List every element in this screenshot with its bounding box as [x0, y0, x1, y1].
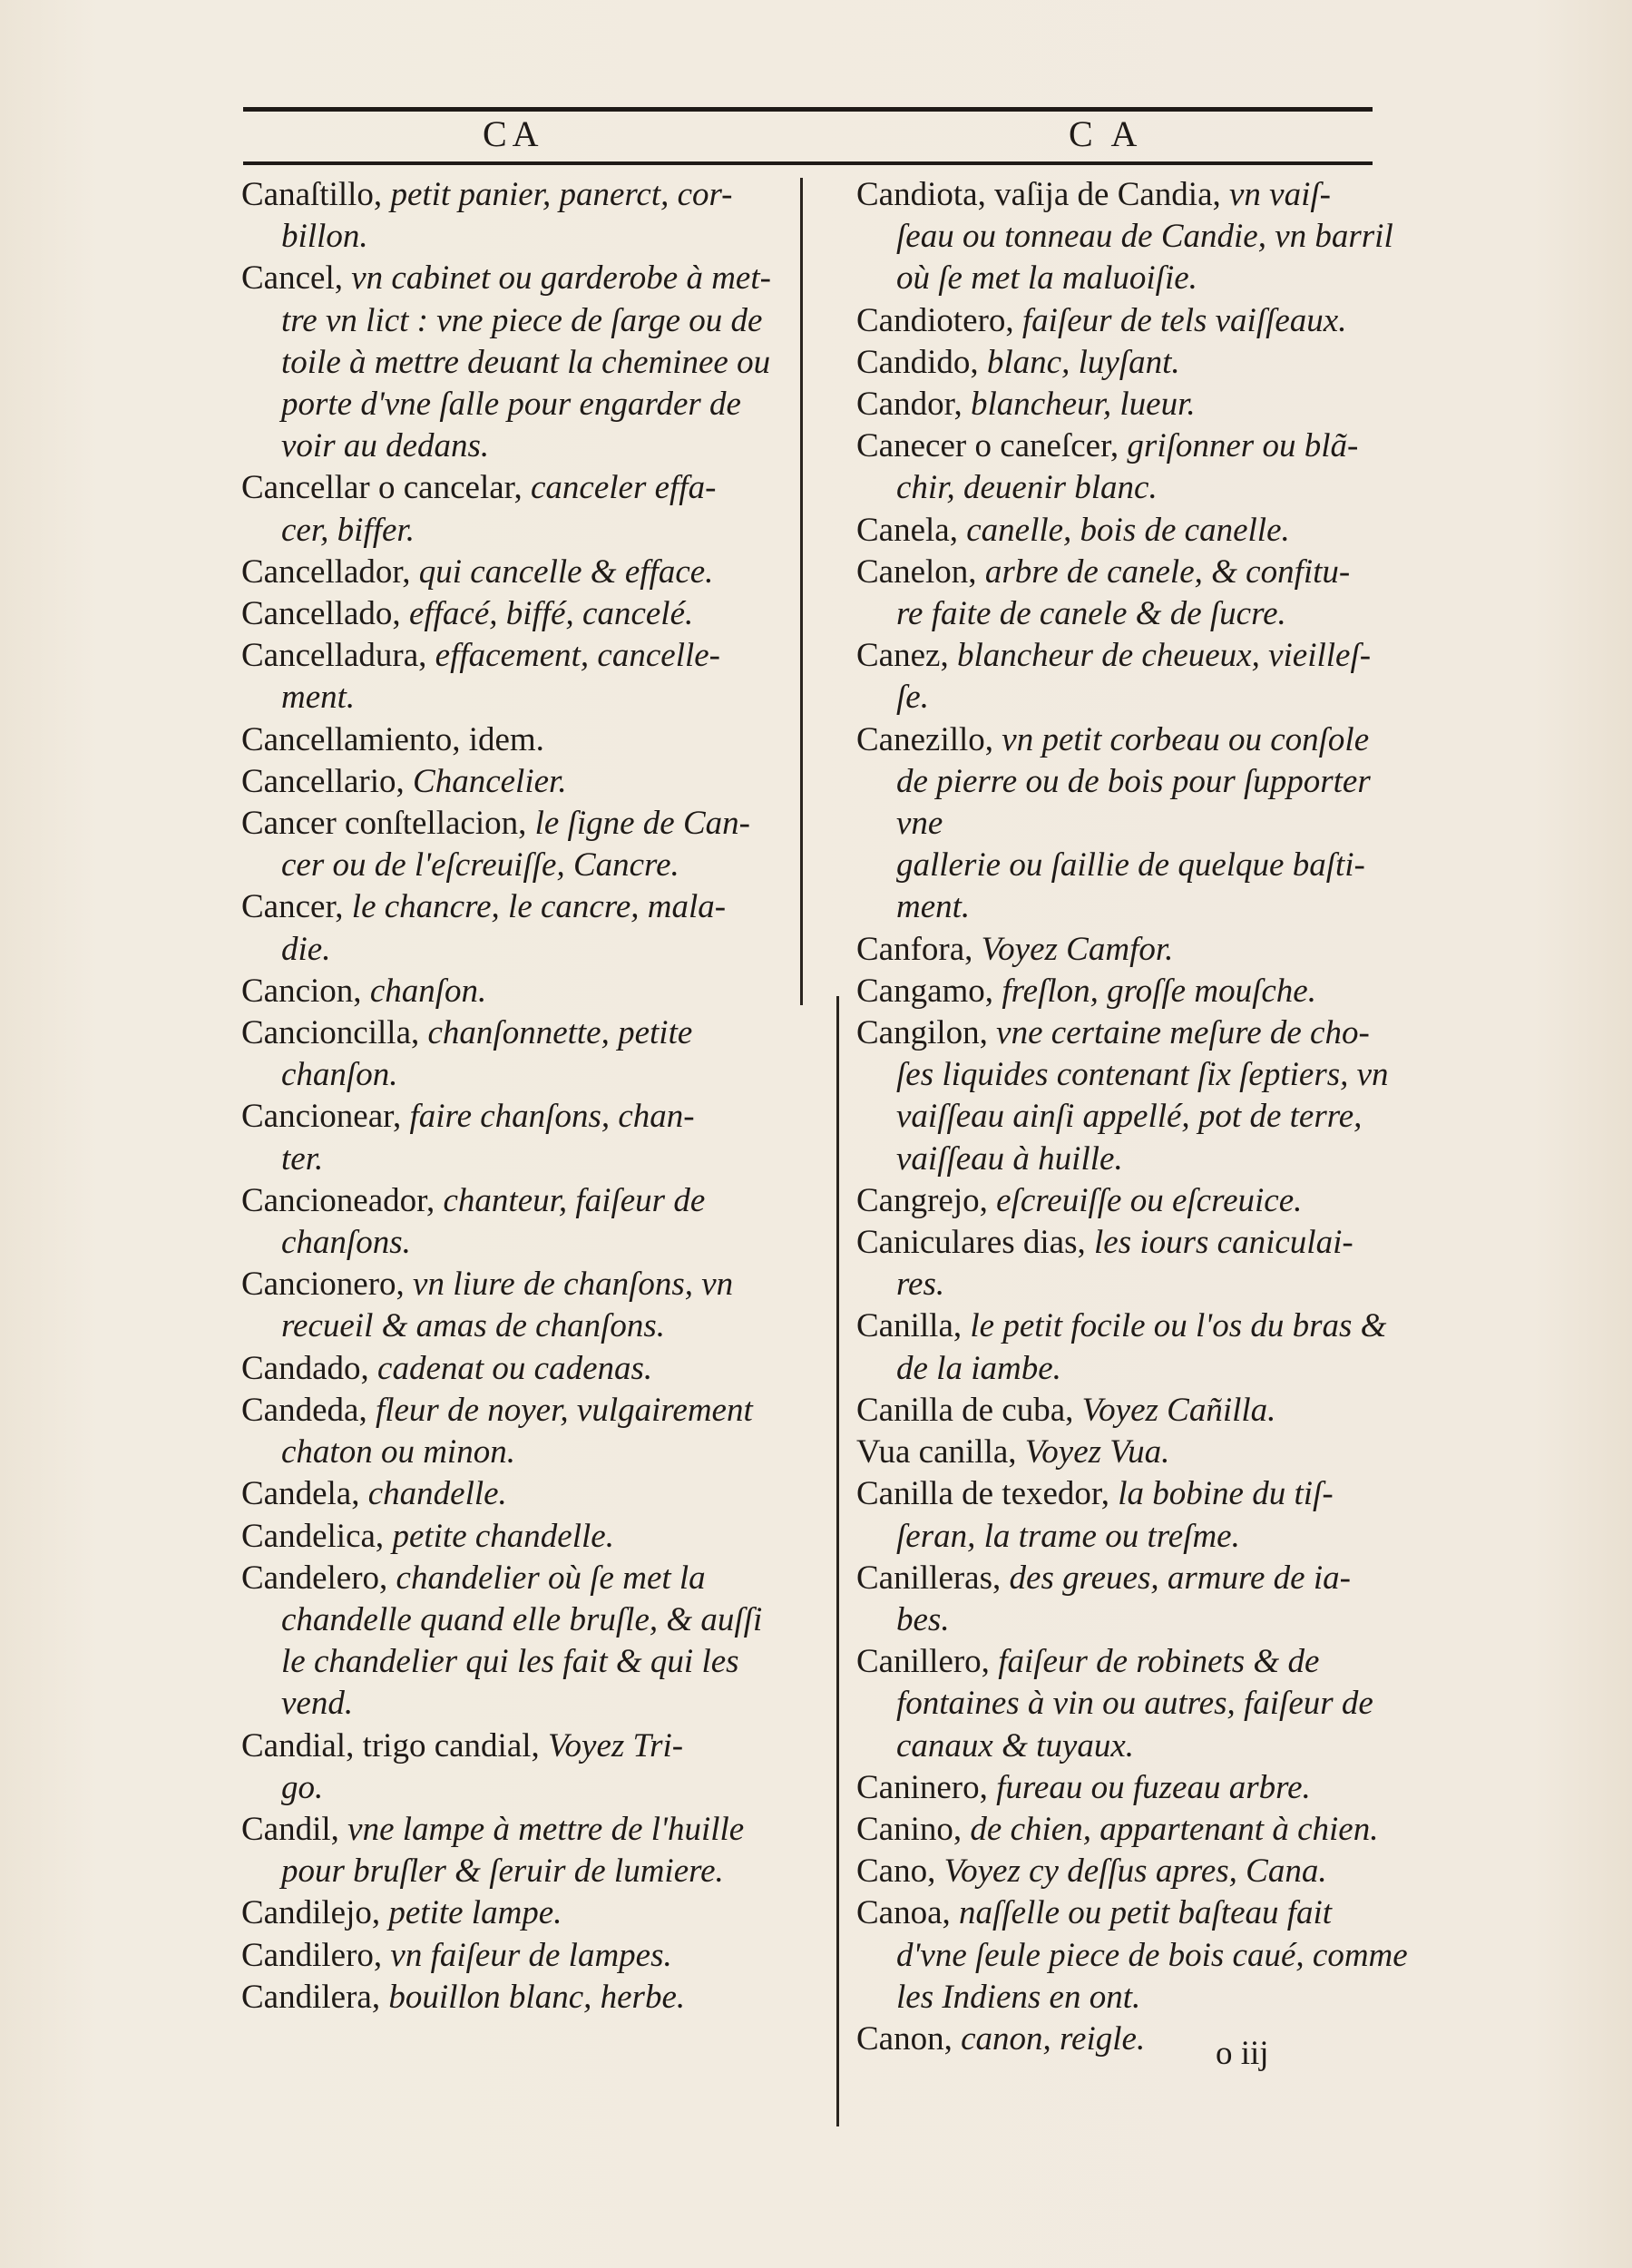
entry-first-line: [856, 1390, 1419, 1432]
entry-definition: naſſelle ou petit baſteau fait: [959, 1894, 1333, 1932]
entry-definition: canon, reigle.: [961, 2019, 1146, 2058]
entry-definition: vn cabinet ou garderobe à met-: [351, 259, 771, 298]
dictionary-entry: [856, 1809, 1419, 1851]
entry-first-line: [856, 1641, 1419, 1683]
dictionary-entry: [241, 1725, 804, 1809]
entry-continuation-line: ſeau ou tonneau de Candie, vn barril: [896, 218, 1393, 256]
dictionary-entry: [856, 2019, 1419, 2060]
entry-definition: vne lampe à mettre de l'huille: [347, 1810, 745, 1848]
entry-headword: Cancioneador,: [241, 1181, 435, 1219]
entry-first-line: [856, 300, 1419, 342]
dictionary-entry: [241, 1180, 804, 1264]
entry-first-line: [856, 1767, 1419, 1809]
entry-first-line: [856, 1222, 1419, 1264]
entry-first-line: [241, 635, 804, 677]
entry-definition: la bobine du tiſ-: [1118, 1475, 1334, 1513]
entry-first-line: [856, 384, 1419, 425]
dictionary-entry: [241, 1809, 804, 1892]
entry-continuation-line: chir, deuenir blanc.: [896, 469, 1158, 507]
entry-headword: Cancioncilla,: [241, 1014, 420, 1052]
entry-definition: le petit focile ou l'os du bras &: [970, 1307, 1387, 1345]
entry-first-line: [856, 1851, 1419, 1892]
entry-continuation-line: ment.: [896, 888, 971, 926]
entry-definition: bouillon blanc, herbe.: [388, 1978, 686, 2016]
entry-continuation-line: canaux & tuyaux.: [896, 1726, 1134, 1765]
entry-first-line: [856, 929, 1419, 971]
entry-first-line: [241, 1892, 804, 1934]
entry-first-line: [241, 258, 804, 299]
entry-continuation-line: fontaines à vin ou autres, faiſeur de: [896, 1685, 1373, 1723]
entry-headword: Candelero,: [241, 1559, 388, 1597]
entry-continuation-line: chaton ou minon.: [281, 1433, 515, 1471]
entry-first-line: [241, 1516, 804, 1558]
entry-definition: effacé, biffé, cancelé.: [408, 595, 694, 633]
entry-first-line: [856, 174, 1419, 216]
entry-headword: Cancel,: [241, 259, 343, 298]
entry-definition: chandelier où ſe met la: [396, 1559, 706, 1597]
running-header-right: C A: [1069, 113, 1143, 154]
dictionary-entry: [856, 929, 1419, 971]
entry-continuation-line: recueil & amas de chanſons.: [281, 1307, 666, 1345]
dictionary-entry: [856, 1558, 1419, 1641]
entry-definition: les iours caniculai-: [1094, 1224, 1353, 1262]
entry-definition: vn faiſeur de lampes.: [390, 1936, 672, 1974]
dictionary-entry: [856, 510, 1419, 552]
entry-first-line: [241, 593, 804, 635]
entry-first-line: [241, 1558, 804, 1599]
dictionary-entry: [856, 1432, 1419, 1473]
column-divider-lower: [836, 996, 839, 2126]
dictionary-entry: [241, 174, 804, 258]
entry-first-line: [856, 342, 1419, 384]
dictionary-entry: [241, 1390, 804, 1473]
dictionary-entry: [856, 552, 1419, 635]
entry-continuation-line: de pierre ou de bois pour ſupporter vne: [896, 762, 1371, 843]
dictionary-entry: [241, 1892, 804, 1934]
entry-definition: vn liure de chanſons, vn: [413, 1266, 734, 1304]
dictionary-entry: [241, 1935, 804, 1977]
entry-continuation-line: ſeran, la trame ou treſme.: [896, 1517, 1240, 1555]
entry-definition: Voyez Camfor.: [981, 930, 1174, 968]
entry-definition: petite lampe.: [388, 1894, 562, 1932]
entry-headword: Candial, trigo candial,: [241, 1726, 540, 1765]
entry-headword: Cancellar o cancelar,: [241, 469, 523, 507]
dictionary-entry: [856, 719, 1419, 929]
entry-headword: Cancion,: [241, 972, 362, 1010]
entry-headword: Candeda,: [241, 1391, 367, 1429]
entry-headword: Cancellado,: [241, 595, 401, 633]
dictionary-entry: [241, 1558, 804, 1725]
entry-first-line: [241, 719, 804, 761]
entry-continuation-line: chanſon.: [281, 1056, 398, 1094]
dictionary-entry: [856, 425, 1419, 509]
entry-first-line: [856, 719, 1419, 761]
entry-headword: Candido,: [856, 343, 979, 381]
entry-first-line: [241, 971, 804, 1012]
dictionary-entry: [241, 761, 804, 803]
entry-continuation-line: le chandelier qui les fait & qui les: [281, 1643, 739, 1681]
entry-headword: Candilejo,: [241, 1894, 381, 1932]
entry-continuation-line: où ſe met la maluoiſie.: [896, 259, 1197, 298]
entry-definition: des greues, armure de ia-: [1009, 1559, 1351, 1597]
entry-first-line: [241, 886, 804, 928]
entry-definition: freſlon, groſſe mouſche.: [1002, 972, 1316, 1010]
entry-continuation-line: d'vne ſeule piece de bois caué, comme: [896, 1936, 1408, 1974]
dictionary-entry: [241, 886, 804, 970]
entry-first-line: [856, 1432, 1419, 1473]
dictionary-entry: [856, 1767, 1419, 1809]
dictionary-entry: [856, 1222, 1419, 1305]
dictionary-entry: [241, 1348, 804, 1390]
dictionary-entry: [241, 593, 804, 635]
entry-first-line: [241, 1725, 804, 1767]
dictionary-entry: [241, 1096, 804, 1179]
entry-first-line: [241, 1180, 804, 1222]
dictionary-entry: [856, 1012, 1419, 1180]
entry-definition: faiſeur de tels vaiſſeaux.: [1021, 301, 1347, 339]
entry-headword: Cangilon,: [856, 1014, 988, 1052]
entry-first-line: [241, 1012, 804, 1054]
entry-definition: petit panier, panerct, cor-: [390, 176, 733, 213]
entry-continuation-line: pour bruſler & ſeruir de lumiere.: [281, 1853, 724, 1891]
entry-headword: Candiota, vaſija de Candia,: [856, 176, 1221, 213]
entry-definition: le chancre, le cancre, mala-: [351, 888, 727, 926]
entry-first-line: [856, 1180, 1419, 1222]
entry-headword: Candil,: [241, 1810, 339, 1848]
entry-headword: Canaſtillo,: [241, 176, 383, 213]
entry-definition: Voyez Cañilla.: [1081, 1391, 1276, 1429]
entry-headword: Candelica,: [241, 1517, 385, 1555]
entry-definition: canelle, bois de canelle.: [966, 511, 1290, 549]
entry-definition: chanſon.: [369, 972, 487, 1010]
entry-continuation-line: ſe.: [896, 679, 929, 717]
entry-continuation-line: billon.: [281, 218, 368, 256]
entry-first-line: [856, 1809, 1419, 1851]
entry-headword: Cangamo,: [856, 972, 994, 1010]
entry-first-line: [241, 174, 804, 216]
right-column: [856, 174, 1419, 2060]
entry-first-line: [856, 635, 1419, 677]
entry-definition: faire chanſons, chan-: [409, 1098, 695, 1136]
entry-headword: Canfora,: [856, 930, 973, 968]
entry-headword: Canelon,: [856, 552, 977, 591]
entry-headword: Cancer,: [241, 888, 344, 926]
dictionary-entry: [241, 635, 804, 719]
entry-headword: Cangrejo,: [856, 1181, 988, 1219]
entry-definition: Chancelier.: [413, 762, 567, 800]
entry-definition: arbre de canele, & confitu-: [984, 552, 1351, 591]
entry-definition: chanteur, faiſeur de: [443, 1181, 706, 1219]
entry-definition: effacement, cancelle-: [435, 637, 720, 675]
entry-first-line: [241, 1809, 804, 1851]
dictionary-entry: [241, 552, 804, 593]
entry-definition: qui cancelle & efface.: [418, 552, 714, 591]
entry-headword: Canino,: [856, 1810, 963, 1848]
entry-headword: Canez,: [856, 637, 949, 675]
entry-headword: Cancellador,: [241, 552, 411, 591]
entry-headword: Canilla,: [856, 1307, 963, 1345]
dictionary-entry: [241, 1516, 804, 1558]
entry-headword: Cancellamiento, idem.: [241, 720, 544, 758]
entry-headword: Cancellario,: [241, 762, 405, 800]
entry-continuation-line: les Indiens en ont.: [896, 1978, 1141, 2016]
entry-continuation-line: toile à mettre deuant la cheminee ou: [281, 343, 771, 381]
entry-definition: canceler effa-: [530, 469, 717, 507]
entry-definition: blanc, luyſant.: [986, 343, 1180, 381]
entry-first-line: [241, 1935, 804, 1977]
entry-definition: chanſonnette, petite: [427, 1014, 693, 1052]
dictionary-entry: [241, 971, 804, 1012]
entry-first-line: [241, 1473, 804, 1515]
entry-definition: blancheur, lueur.: [970, 386, 1196, 424]
entry-definition: fleur de noyer, vulgairement: [375, 1391, 753, 1429]
entry-headword: Canoa,: [856, 1894, 951, 1932]
entry-continuation-line: vend.: [281, 1685, 354, 1723]
entry-first-line: [241, 803, 804, 845]
entry-continuation-line: res.: [896, 1266, 945, 1304]
entry-continuation-line: cer ou de l'eſcreuiſſe, Cancre.: [281, 846, 679, 885]
dictionary-entry: [241, 803, 804, 886]
entry-headword: Canecer o caneſcer,: [856, 427, 1119, 465]
entry-first-line: [241, 1977, 804, 2019]
entry-definition: petite chandelle.: [392, 1517, 614, 1555]
entry-headword: Cancer conſtellacion,: [241, 805, 527, 843]
entry-continuation-line: cer, biffer.: [281, 511, 415, 549]
entry-continuation-line: bes.: [896, 1600, 950, 1638]
entry-definition: griſonner ou blã-: [1127, 427, 1359, 465]
entry-headword: Cancelladura,: [241, 637, 427, 675]
entry-continuation-line: porte d'vne ſalle pour engarder de: [281, 386, 741, 424]
left-column: [241, 174, 804, 2019]
entry-continuation-line: vaiſſeau ainſi appellé, pot de terre,: [896, 1098, 1363, 1136]
entry-continuation-line: gallerie ou ſaillie de quelque baſti-: [896, 846, 1365, 885]
entry-first-line: [856, 1012, 1419, 1054]
dictionary-entry: [856, 300, 1419, 342]
dictionary-entry: [856, 1641, 1419, 1767]
entry-headword: Canilla de texedor,: [856, 1475, 1109, 1513]
dictionary-entry: [856, 1892, 1419, 2019]
entry-first-line: [856, 425, 1419, 467]
entry-headword: Canillero,: [856, 1643, 990, 1681]
entry-first-line: [241, 467, 804, 509]
entry-first-line: [241, 761, 804, 803]
entry-definition: vn vaiſ-: [1229, 176, 1331, 213]
entry-first-line: [241, 1096, 804, 1138]
dictionary-entry: [241, 719, 804, 761]
dictionary-entry: [241, 1264, 804, 1347]
entry-first-line: [856, 1892, 1419, 1934]
entry-definition: vn petit corbeau ou conſole: [1002, 720, 1370, 758]
dictionary-entry: [856, 971, 1419, 1012]
running-header-left: CA: [483, 113, 544, 154]
entry-headword: Candela,: [241, 1475, 360, 1513]
entry-headword: Candor,: [856, 386, 963, 424]
dictionary-entry: [241, 258, 804, 467]
entry-definition: blancheur de cheueux, vieilleſ-: [956, 637, 1372, 675]
entry-first-line: [241, 552, 804, 593]
entry-continuation-line: ter.: [281, 1139, 324, 1178]
entry-headword: Caninero,: [856, 1768, 988, 1806]
dictionary-entry: [241, 467, 804, 551]
entry-first-line: [241, 1264, 804, 1305]
dictionary-entry: [856, 1390, 1419, 1432]
entry-first-line: [241, 1348, 804, 1390]
entry-definition: fureau ou fuzeau arbre.: [996, 1768, 1311, 1806]
entry-first-line: [241, 1390, 804, 1432]
entry-headword: Canilleras,: [856, 1559, 1002, 1597]
entry-continuation-line: ſes liquides contenant ſix ſeptiers, vn: [896, 1056, 1389, 1094]
entry-first-line: [856, 1473, 1419, 1515]
entry-headword: Canilla de cuba,: [856, 1391, 1074, 1429]
entry-headword: Cano,: [856, 1853, 936, 1891]
entry-definition: chandelle.: [367, 1475, 507, 1513]
entry-continuation-line: vaiſſeau à huille.: [896, 1139, 1123, 1178]
entry-first-line: [856, 971, 1419, 1012]
entry-definition: faiſeur de robinets & de: [998, 1643, 1320, 1681]
dictionary-entry: [856, 342, 1419, 384]
entry-continuation-line: chanſons.: [281, 1224, 411, 1262]
entry-headword: Candiotero,: [856, 301, 1014, 339]
entry-headword: Candilero,: [241, 1936, 383, 1974]
dictionary-entry: [856, 384, 1419, 425]
entry-first-line: [856, 510, 1419, 552]
dictionary-entry: [856, 635, 1419, 719]
dictionary-entry: [856, 1473, 1419, 1557]
entry-continuation-line: voir au dedans.: [281, 427, 490, 465]
dictionary-entry: [241, 1012, 804, 1096]
entry-headword: Canezillo,: [856, 720, 994, 758]
entry-definition: eſcreuiſſe ou eſcreuice.: [996, 1181, 1303, 1219]
entry-continuation-line: chandelle quand elle bruſle, & auſſi: [281, 1600, 763, 1638]
entry-first-line: [856, 2019, 1419, 2060]
entry-continuation-line: go.: [281, 1768, 324, 1806]
entry-continuation-line: de la iambe.: [896, 1349, 1061, 1387]
entry-headword: Cancionero,: [241, 1266, 405, 1304]
entry-headword: Canon,: [856, 2019, 953, 2058]
entry-definition: cadenat ou cadenas.: [377, 1349, 653, 1387]
entry-continuation-line: die.: [281, 930, 331, 968]
entry-continuation-line: tre vn lict : vne piece de ſarge ou de: [281, 301, 763, 339]
entry-first-line: [856, 1558, 1419, 1599]
entry-definition: le ſigne de Can-: [534, 805, 750, 843]
entry-definition: de chien, appartenant à chien.: [970, 1810, 1379, 1848]
entry-definition: Voyez Tri-: [548, 1726, 684, 1765]
entry-headword: Cancionear,: [241, 1098, 402, 1136]
entry-first-line: [856, 552, 1419, 593]
entry-headword: Caniculares dias,: [856, 1224, 1086, 1262]
entry-headword: Candado,: [241, 1349, 369, 1387]
dictionary-entry: [856, 1180, 1419, 1222]
dictionary-entry: [856, 1305, 1419, 1389]
entry-definition: Voyez Vua.: [1024, 1433, 1170, 1471]
entry-headword: Vua canilla,: [856, 1433, 1017, 1471]
entry-continuation-line: re faite de canele & de ſucre.: [896, 595, 1286, 633]
signature-mark: o iij: [1216, 2035, 1269, 2072]
entry-definition: vne certaine meſure de cho-: [996, 1014, 1370, 1052]
header-rule-top: [243, 107, 1373, 112]
entry-first-line: [856, 1305, 1419, 1347]
dictionary-entry: [241, 1977, 804, 2019]
dictionary-entry: [241, 1473, 804, 1515]
entry-continuation-line: ment.: [281, 679, 356, 717]
dictionary-entry: [856, 174, 1419, 300]
entry-headword: Candilera,: [241, 1978, 381, 2016]
entry-definition: Voyez cy deſſus apres, Cana.: [943, 1853, 1327, 1891]
dictionary-entry: [856, 1851, 1419, 1892]
header-rule-bottom: [243, 161, 1373, 165]
entry-headword: Canela,: [856, 511, 958, 549]
